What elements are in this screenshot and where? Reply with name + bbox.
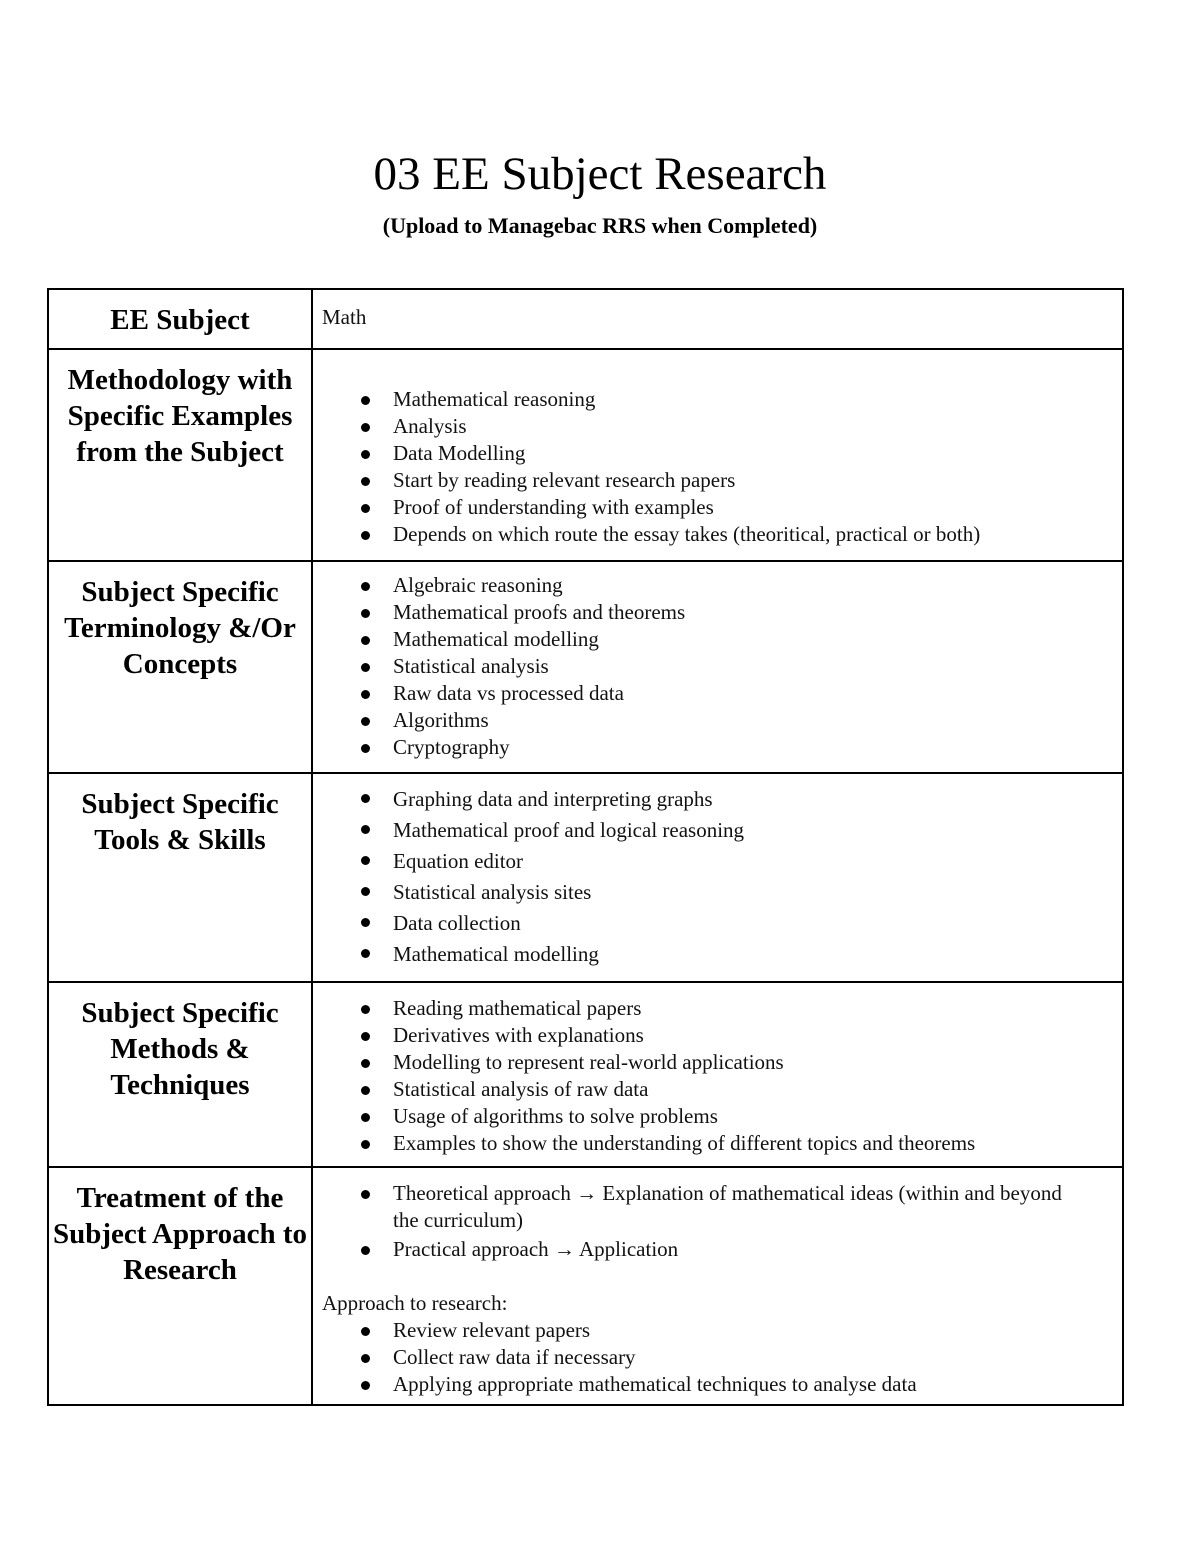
list-item: Theoretical approach → Explanation of mathematical ideas (within and beyond the curriculum) [393,1180,1082,1234]
list-item: Applying appropriate mathematical techniques to analyse data [393,1371,1122,1398]
list-item: Data collection [393,908,1122,939]
list-item: Equation editor [393,846,1122,877]
row-content [312,561,1123,773]
row-methods [48,982,1123,1167]
list-item: Raw data vs processed data [393,680,1122,707]
bullet-list [313,562,1122,761]
list-item: Reading mathematical papers [393,995,1122,1022]
list-item: Statistical analysis of raw data [393,1076,1122,1103]
list-item: Collect raw data if necessary [393,1344,1122,1371]
list-item: Mathematical reasoning [393,386,1122,413]
list-item: Practical approach → Application [393,1236,1082,1263]
row-content [312,289,1123,349]
bullet-list [313,350,1122,548]
row-content [312,349,1123,561]
list-item: Start by reading relevant research papers [393,467,1122,494]
bullet-list [313,774,1122,970]
row-label: EE Subject [48,289,312,349]
row-label: Subject Specific Terminology &/Or Concepts [48,561,312,773]
page-subtitle: (Upload to Managebac RRS when Completed) [382,213,818,238]
row-content [312,773,1123,982]
list-item: Statistical analysis [393,653,1122,680]
row-label: Subject Specific Methods & Techniques [48,982,312,1167]
bullet-list [313,1168,1122,1263]
list-item: Modelling to represent real-world applications [393,1049,1122,1076]
list-item: Examples to show the understanding of different topics and theorems [393,1130,1122,1157]
row-label: Methodology with Specific Examples from the Subject [48,349,312,561]
research-heading: Approach to research: [322,1291,508,1315]
list-item: Algebraic reasoning [393,572,1122,599]
list-item: Mathematical proofs and theorems [393,599,1122,626]
list-item: Depends on which route the essay takes (theoritical, practical or both) [393,521,1122,548]
list-item: Graphing data and interpreting graphs [393,784,1122,815]
list-item: Mathematical modelling [393,626,1122,653]
list-item: Statistical analysis sites [393,877,1122,908]
bullet-list [313,1317,1122,1398]
list-item: Mathematical modelling [393,939,1122,970]
list-item: Derivatives with explanations [393,1022,1122,1049]
bullet-list [313,983,1122,1157]
row-ee-subject [48,289,1123,349]
row-content [312,982,1123,1167]
row-terminology [48,561,1123,773]
list-item: Data Modelling [393,440,1122,467]
list-item: Mathematical proof and logical reasoning [393,815,1122,846]
research-table [47,288,1124,1406]
row-label: Subject Specific Tools & Skills [48,773,312,982]
row-label: Treatment of the Subject Approach to Research [48,1167,312,1405]
list-item: Review relevant papers [393,1317,1122,1344]
list-item: Algorithms [393,707,1122,734]
list-item: Proof of understanding with examples [393,494,1122,521]
row-content [312,1167,1123,1405]
page-title: 03 EE Subject Research [373,148,827,200]
subject-value: Math [322,305,367,329]
row-tools [48,773,1123,982]
list-item: Cryptography [393,734,1122,761]
list-item: Analysis [393,413,1122,440]
row-methodology [48,349,1123,561]
row-treatment [48,1167,1123,1405]
list-item: Usage of algorithms to solve problems [393,1103,1122,1130]
